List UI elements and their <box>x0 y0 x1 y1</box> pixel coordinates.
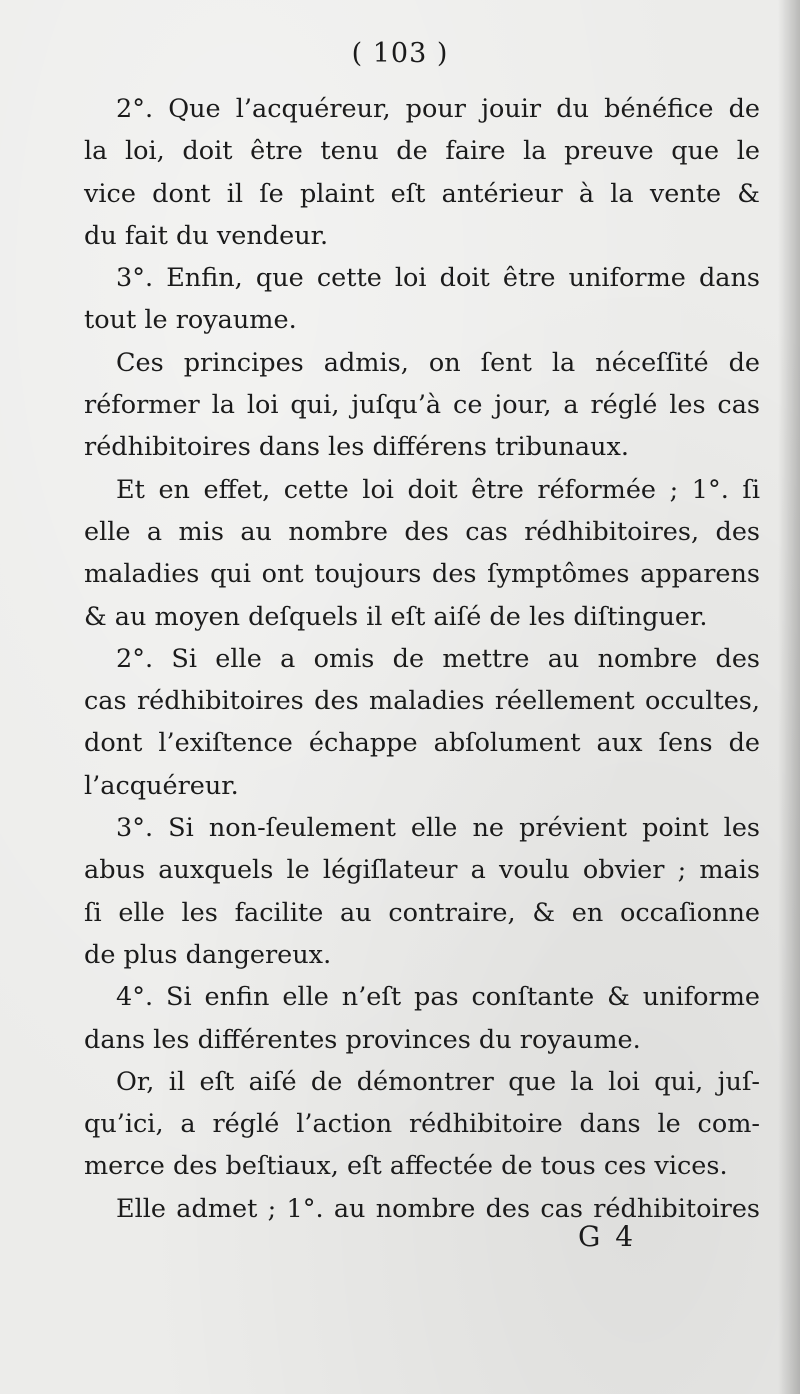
text-line: Ces principes admis, on ſent la néceſſité de <box>116 347 760 378</box>
text-line: dans les différentes provinces du royaume. <box>84 1024 641 1055</box>
text-line: qu’ici, a réglé l’action rédhibitoire dans le com- <box>84 1109 760 1140</box>
text-line: dont l’exiſtence échappe abſolument aux ſens de <box>84 728 760 759</box>
text-line: rédhibitoires dans les différens tribunaux. <box>84 432 629 463</box>
text-line: 3°. Enfin, que cette loi doit être uniforme dans <box>116 263 760 294</box>
text-line: merce des beſtiaux, eſt affectée de tous ces vices. <box>84 1151 728 1182</box>
text-line: 4°. Si enfin elle n’eſt pas conſtante & uniforme <box>116 982 760 1013</box>
text-line: la loi, doit être tenu de faire la preuve que le <box>84 136 760 167</box>
text-line: 2°. Que l’acquéreur, pour jouir du bénéfice de <box>116 94 760 124</box>
text-line: 2°. Si elle a omis de mettre au nombre des <box>116 643 760 674</box>
text-line: maladies qui ont toujours des ſymptômes apparens <box>84 559 760 590</box>
text-line: Elle admet ; 1°. au nombre des cas rédhibitoires <box>116 1193 760 1224</box>
signature-mark: G 4 <box>578 1220 637 1253</box>
text-line: cas rédhibitoires des maladies réellement occultes, <box>84 686 760 717</box>
text-line: vice dont il ſe plaint eſt antérieur à la vente & <box>84 178 760 209</box>
text-line: ſi elle les facilite au contraire, & en occaſionne <box>84 897 760 928</box>
text-line: réformer la loi qui, juſqu’à ce jour, a réglé les cas <box>84 390 760 421</box>
page-edge-shadow <box>778 0 800 1394</box>
body-text <box>84 88 760 1230</box>
text-line: elle a mis au nombre des cas rédhibitoires, des <box>84 516 760 547</box>
text-line: tout le royaume. <box>84 305 297 336</box>
text-line: du fait du vendeur. <box>84 220 329 251</box>
text-line: de plus dangereux. <box>84 939 332 970</box>
text-line: & au moyen deſquels il eſt aiſé de les diſtinguer. <box>84 601 708 632</box>
text-line: Or, il eſt aiſé de démontrer que la loi qui, juſ- <box>116 1066 760 1097</box>
text-line: Et en effet, cette loi doit être réformée ; 1°. ſi <box>116 474 760 505</box>
text-line: 3°. Si non-ſeulement elle ne prévient point les <box>116 813 760 844</box>
page-number: ( 103 ) <box>351 38 449 69</box>
text-line: l’acquéreur. <box>84 770 239 801</box>
text-line: abus auxquels le légiſlateur a voulu obvier ; mais <box>84 855 760 886</box>
